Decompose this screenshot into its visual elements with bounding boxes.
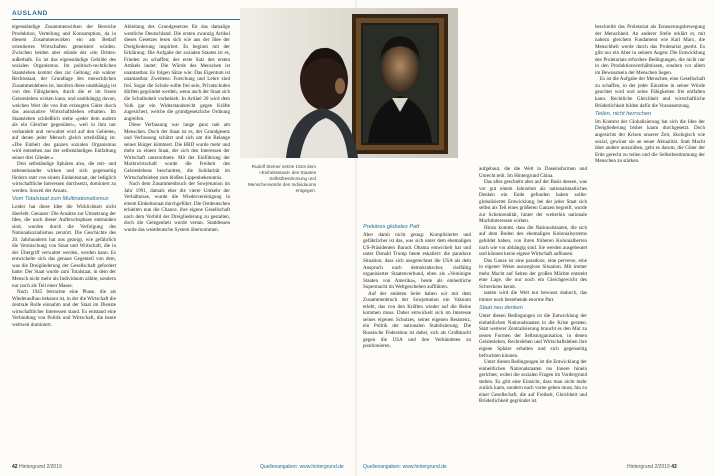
section-label: AUSLAND (12, 10, 48, 17)
subheading: Staat neu denken (479, 305, 523, 312)
paragraph: aufgebaut, die die Welt in Daseinsformen und Unrecht teilt. Im Hintergrund China. (479, 166, 587, 179)
paragraph: Ableitung des Grundgesetzes für das damalige westliche Deutschland. Die ersten zwanzig Artikel dieses Gesetzes lesen sich wie aus der Idee der Dreigliederung inspiriert. Es beginnt mit der Erklärung: Die Aufgabe der sozialen Staates ist es, Frieden zu schaffen; der erste Satz des ersten Artikels lautet: Die Würde des Menschen ist unantastbar. Es folgen Sätze wie: Das Eigentum ist unantastbar. Zweitens: Forschung und Lehre sind frei. Sogar die Schule sollte frei sein, Privatschulen dürften gegründet werden, wenn auch der Staat sich die Schulhoheit vorbehielt. In Artikel 20 wird dem Volk gar ein Widerstandsrecht gegen Kräfte zugesichert, welche die grundgesetzliche Ordnung angreifen. (124, 24, 230, 122)
magazine-name: Hintergrund 2/2019 (627, 464, 670, 470)
paragraph: eigenständige Zusammenwirken der Bereiche Produktion, Verteilung und Konsumption, da in diesem Zusammenwirken ein am Bedarf orientiertes Wirtschaften gemeistert würden. Zwischen beiden aber stünde der ›ein Dritter‹ außerhalb. Es ist das eigenständige Gebilde des sozialen Organismus. Im politisch-rechtlichen Staatsleben kommt dies zur Geltung; ein wahrer Rechtsstaat, der Grundlage des menschlichen Zusammenlebens ist, insofern diese unabhängig ist von den Fähigkeiten, durch die er im freien Geistesleben wirken kann, und unabhängig davon, welchen Wert die von ihm erzeugten Güter durch das assoziative Wirtschaftsleben erhalten. Im Staatsleben schließlich stehe »jeder dem andern als ein Gleicher gegenüber«, weil in ihm nur verhandelt und verwaltet wird auf den Gebieten, auf denen jeder Mensch gleich urteilsfähig ist. »Die Einheit des ganzen sozialen Organismus wird entstehen aus der selbstständigen Entfaltung seiner drei Glieder.« (12, 24, 116, 161)
page-number: 43 (671, 464, 677, 470)
paragraph: Es ist die Aufgabe der Menschen, eine Gesellschaft zu schaffen, in der jeder Einzelne in seiner Würde geachtet wird und seine Fähigkeiten frei entfalten kann. Rechtliche Gleichheit und wirtschaftliche Brüderlichkeit bilden dafür die Voraussetzung. (595, 76, 705, 109)
paragraph: Im Kontext der Globalisierung hat sich die Idee der Dreigliederung bisher kaum durchgesetzt. Doch angesichts der Krisen unserer Zeit, ökologisch wie sozial, gewinnt sie an neuer Aktualität. Statt Macht über andere auszuüben, geht es darum, die Güter der Erde gerecht zu teilen und die Selbstbestimmung der Menschen zu stärken. (595, 118, 705, 165)
subheading: Teilen, nicht herrschen (595, 111, 652, 118)
paragraph: Das alles geschieht aber auf der Basis dessen, was vor gut einem Jahrzehnt als nationalstaatliches Denken ein Ende gefunden haben sollte: globalisierter Entwicklung, bei der jeder Staat sich selbst als Teil eines größeren Ganzen begreift, wurde zur Scheinrealität, hinter der weiterhin nationale Machtinteressen wirken. (479, 179, 587, 225)
article-column-3 (363, 222, 471, 454)
paragraph: Unter diesen Bedingungen ist die Entwicklung der einheitlichen Nationalstaaten in die Krise geraten. Statt weiterer Zentralisierung braucht es den Mut zu neuen Formen der Selbstorganisation, in denen Geistesleben, Rechtsleben und Wirtschaftsleben ihre eigene Sphäre erhalten und sich gegenseitig befruchten können. (479, 313, 587, 359)
article-column-2 (124, 24, 230, 454)
paragraph: Aber damit nicht genug: Komplizierter und gefährlicher ist das, was sich unter dem ehemaligen US-Präsidenten Barack Obama entwickelt hat und unter Donald Trump heute eskaliert: die paradoxe Situation, dass sich ausgerechnet die USA als dem Anspruch nach demokratischer, vielfältig organisierter Staatenverbund, eben als »Vereinigte Staaten von Amerika«, heute als einheitliche Supermacht im Weltgeschehen aufführen. (363, 231, 471, 291)
article-column-1 (12, 24, 116, 454)
paragraph: Das Ganze ist eine paradoxe, eine perverse, eine in eigener Weise ausweglose Situation. Mit immer mehr Macht auf Seiten der großen Mächte entsteht eine Lage, die nur noch ein Gleichgewicht des Schreckens kennt. (479, 257, 587, 290)
article-column-6 (595, 24, 705, 454)
photo-caption: Rudolf Steiner setzte 1919 dem »Einheitsstaat« des Staates Selbstbestimmung und Menschenwürde des Individuums entgegen. (247, 164, 316, 194)
paragraph: Nach 1945 betrachte eine Phase, die als Wiederaufbau bekannt ist, in der die Wirtschaft die zentrale Rolle einnahm und der Staat im Dienste wirtschaftlicher Interessen stand. Es entstand eine Verbindung von Politik und Wirtschaft, die heute weltweit dominiert. (12, 289, 116, 328)
paragraph: Unter diesen Bedingungen ist die Entwicklung der einheitlichen Nationalstaaten ins Innere hinein gerichtet, wobei die sozialen Fragen im Vordergrund stehen. Es gibt eine Einsicht, dass man nicht mehr zurück kann, sondern nach vorne gehen muss, hin zu einer Gesellschaft, die auf Freiheit, Gleichheit und Brüderlichkeit gegründet ist. (479, 359, 587, 405)
subheading: Vom Totalstaat zum Multinationalismus (12, 196, 109, 203)
magazine-name: Hintergrund 2/2019 (18, 464, 62, 470)
footer-source-left[interactable]: Quellenangaben: www.hintergrund.de (260, 464, 344, 470)
article-column-5 (479, 166, 587, 454)
paragraph: Drei selbständige Sphären also, die mit- und nebeneinander wirken und sich gegenseitig fördern statt von einem Einheitsstaat, der lediglich wirtschaftliche Interessen durchsetzt, dominiert zu werden. Soweit der Ansatz. (12, 161, 116, 194)
footer-left (12, 464, 62, 470)
paragraph: Auf der anderen Seite haben wir mit dem Zusammenbruch der Sowjetunion ein Vakuum erlebt, das von den Kräften wieder auf die Beine kommen muss. Daher entwickelt sich im Interesse seines eigenen Schutzes, seiner eigenen Resistenz, ein Politik der nationalen Stabilisierung. Die Russische Föderation ist dabei, sich als Großmacht gegen die USA und ihre Verbündeten zu positionieren. (363, 290, 471, 350)
paragraph: Nach dem Zusammenbruch der Sowjetunion im Jahr 1991, damals eher die vierte Umkehr der Verhältnisse, wurde die Wiedervereinigung in einem Einheitsstaat durchgeführt. Die Ostdeutschen erhielten nun die Chance, ihre eigene Gesellschaft nach dem Vorbild der Dreigliederung zu gestalten, doch die Gelegenheit wurde vertan. Stattdessen wurde das westdeutsche System übernommen. (124, 181, 230, 233)
paragraph: Leider hat diese Idee die Wirklichkeit nicht überlebt. Genauer: Die Ansätze zur Umsetzung der Idee, die nach dieser Aufbruchsphase entstanden sind, wurden durch die Verfolgung des Nationalsozialismus zerstört. Die Geschichte des 20. Jahrhunderts hat uns gezeigt, wie gefährlich die Vermischung von Staat und Wirtschaft, die in der Übergriff verwaltet werden, werden kann. Es entwickelte sich das genaue Gegenteil von dem, was die Dreigliederung der Gesellschaft gefordert hatte: Der Staat wurde zum Totalstaat, in dem der Mensch nicht mehr als Individuum zählte, sondern nur noch als Teil einer Masse. (12, 204, 116, 289)
paragraph: Diese Verfassung war lange ganz nah am Menschen. Doch der Staat ist es, der Grundgesetz und Verfassung schützt und sich um die Belange seiner Bürger kümmert. Die BRD wurde mehr und mehr zu einem Staat, der sich den Interessen der Wirtschaft unterordnete. Mit der Einführung der Marktwirtschaft wurde die Freiheit des Geisteslebens beschnitten, die Solidarität im Wirtschaftsleben zum bloßen Lippenbekenntnis. (124, 122, 230, 181)
footer-source-right[interactable]: Quellenangaben: www.hintergrund.de (363, 464, 447, 470)
paragraph: tanten wird die Welt nur bewusst dadurch, das immer noch bestehende enorme Patt. (479, 290, 587, 303)
footer-right (627, 464, 677, 470)
page-number: 42 (12, 464, 18, 470)
paragraph: Hinzu kommt, dass die Nationalstaaten, die sich auf dem Boden des ehemaligen Kolonialsystems gebildet haben, von ihren früheren Kolonialherren nach wie vor abhängig sind. Sie werden ausgebeutet und können keine eigene Wirtschaft aufbauen. (479, 224, 587, 258)
subheading: Prekäres globales Patt (363, 224, 420, 230)
paragraph: beschreibt das Proletariat als Erneuerungsbewegung der Menschheit. An anderer Stelle erklärt er, mit nahezu gleichem Fundament wie Karl Marx, die Menschheit werde durch das Proletariat geerbt. Es gibt nur ein Aber in seinem Augen: Die Entwicklung des Proletariats erfordere Bedingungen, die nicht nur in den Produktionsverhältnissen, sondern vor allem im Bewusstsein der Menschen liegen. (595, 24, 705, 76)
